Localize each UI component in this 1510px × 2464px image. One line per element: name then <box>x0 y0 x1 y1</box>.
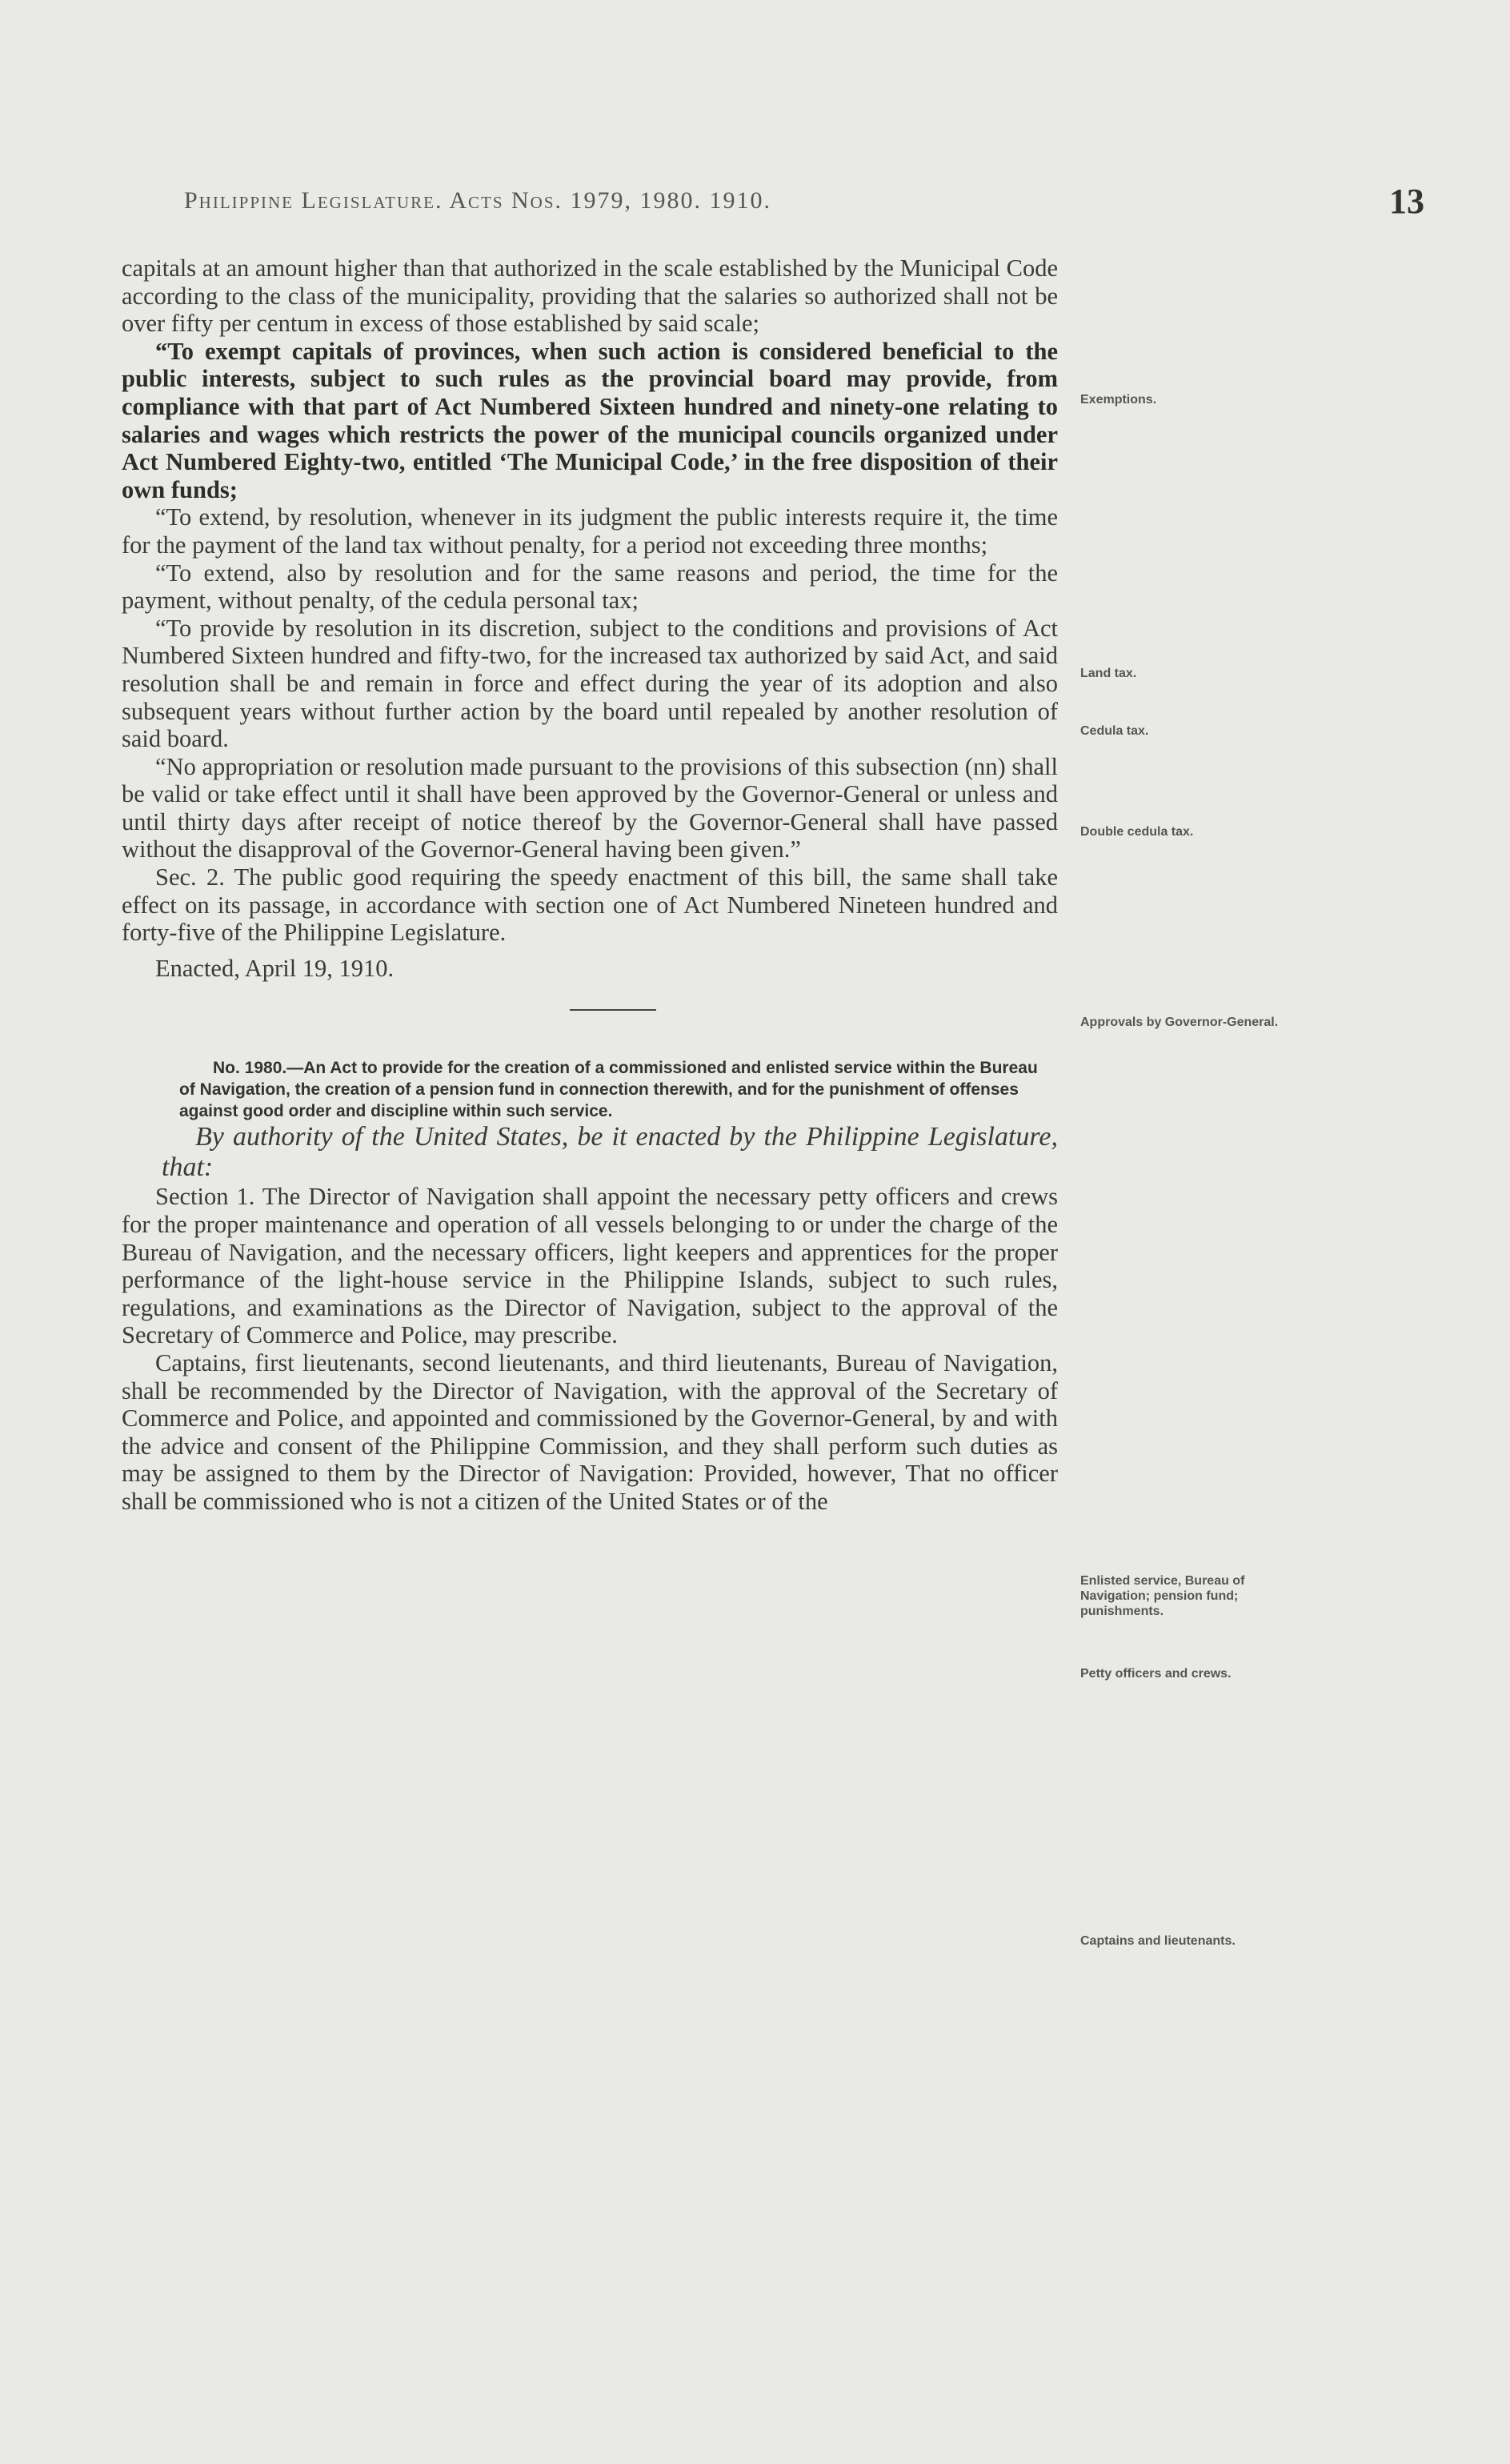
paragraph-capitals: capitals at an amount higher than that authorized in the scale established by the Municipal Code according to the class of the municipality, providing that the salaries so authorized shall not be over fifty per centum in excess of those established by said scale; <box>122 254 1058 338</box>
paragraph-approval: “No appropriation or resolution made pursuant to the provisions of this subsection (nn) shall be valid or take effect until it shall have been approved by the Governor-General or unless and until thirty days after receipt of notice thereof by the Governor-General shall have passed without the disapproval of the Governor-General having been given.” <box>122 752 1058 863</box>
body-text <box>122 254 1058 1516</box>
section-divider <box>570 1009 656 1011</box>
margin-note-approvals: Approvals by Governor-General. <box>1080 1016 1279 1029</box>
paragraph-section-1: Section 1. The Director of Navigation shall appoint the necessary petty officers and crews for the proper maintenance and operation of all vessels belonging to or under the charge of the Bureau of Navigation, and the necessary officers, light keepers and apprentices for the proper performance of the light-house service in the Philippine Islands, subject to such rules, regulations, and examinations as the Director of Navigation, subject to the approval of the Secretary of Commerce and Police, may prescribe. <box>122 1183 1058 1349</box>
act-1980-heading: No. 1980.—An Act to provide for the creation of a commissioned and enlisted service within the Bureau of Navigation, the creation of a pension fund in connection therewith, and for the punishment of offenses against good order and discipline within such service. <box>179 1059 1038 1121</box>
enacting-clause: By authority of the United States, be it enacted by the Philippine Legislature, that: <box>162 1122 1058 1183</box>
margin-note-double-cedula: Double cedula tax. <box>1080 825 1194 839</box>
margin-note-petty: Petty officers and crews. <box>1080 1667 1232 1681</box>
header-title: Philippine Legislature. Acts Nos. 1979, 1980. 1910. <box>184 187 772 214</box>
margin-note-cedula-tax: Cedula tax. <box>1080 724 1149 738</box>
margin-note-captains: Captains and lieutenants. <box>1080 1934 1236 1948</box>
enacted-date: Enacted, April 19, 1910. <box>155 954 395 982</box>
running-header <box>184 181 1424 229</box>
paragraph-double-cedula: “To provide by resolution in its discretion, subject to the conditions and provisions of Act Numbered Sixteen hundred and fifty-two, for the increased tax authorized by said Act, and said resolution shall be and remain in force and effect during the year of its adoption and also subsequent years without further action by the board until repealed by another resolution of said board. <box>122 614 1058 753</box>
paragraph-exempt-capitals: “To exempt capitals of provinces, when such action is considered beneficial to the public interests, subject to such rules as the provincial board may provide, from compliance with that part of Act Numbered Sixteen hundred and ninety-one relating to salaries and wages which restricts the power of the municipal councils organized under Act Numbered Eighty-two, entitled ‘The Municipal Code,’ in the free disposition of their own funds; <box>122 337 1058 503</box>
paragraph-sec-2: Sec. 2. The public good requiring the speedy enactment of this bill, the same shall take effect on its passage, in accordance with section one of Act Numbered Nineteen hundred and forty-five of the Philippine Legislature. <box>122 863 1058 947</box>
paragraph-cedula-tax: “To extend, also by resolution and for the same reasons and period, the time for the payment, without penalty, of the cedula personal tax; <box>122 559 1058 615</box>
paragraph-captains: Captains, first lieutenants, second lieutenants, and third lieutenants, Bureau of Navigation, shall be recommended by the Director of Navigation, with the approval of the Secretary of Commerce and Police, and appointed and commissioned by the Governor-General, by and with the advice and consent of the Philippine Commission, and they shall perform such duties as may be assigned to them by the Director of Navigation: Provided, however, That no officer shall be commissioned who is not a citizen of the United States or of the <box>122 1349 1058 1515</box>
page-number: 13 <box>1389 182 1424 221</box>
margin-note-enlisted: Enlisted service, Bureau of Navigation; pension fund; punishments. <box>1080 1574 1245 1618</box>
margin-note-exemptions: Exemptions. <box>1080 393 1157 407</box>
paragraph-land-tax: “To extend, by resolution, whenever in its judgment the public interests require it, the time for the payment of the land tax without penalty, for a period not exceeding three months; <box>122 503 1058 559</box>
margin-note-land-tax: Land tax. <box>1080 667 1137 680</box>
